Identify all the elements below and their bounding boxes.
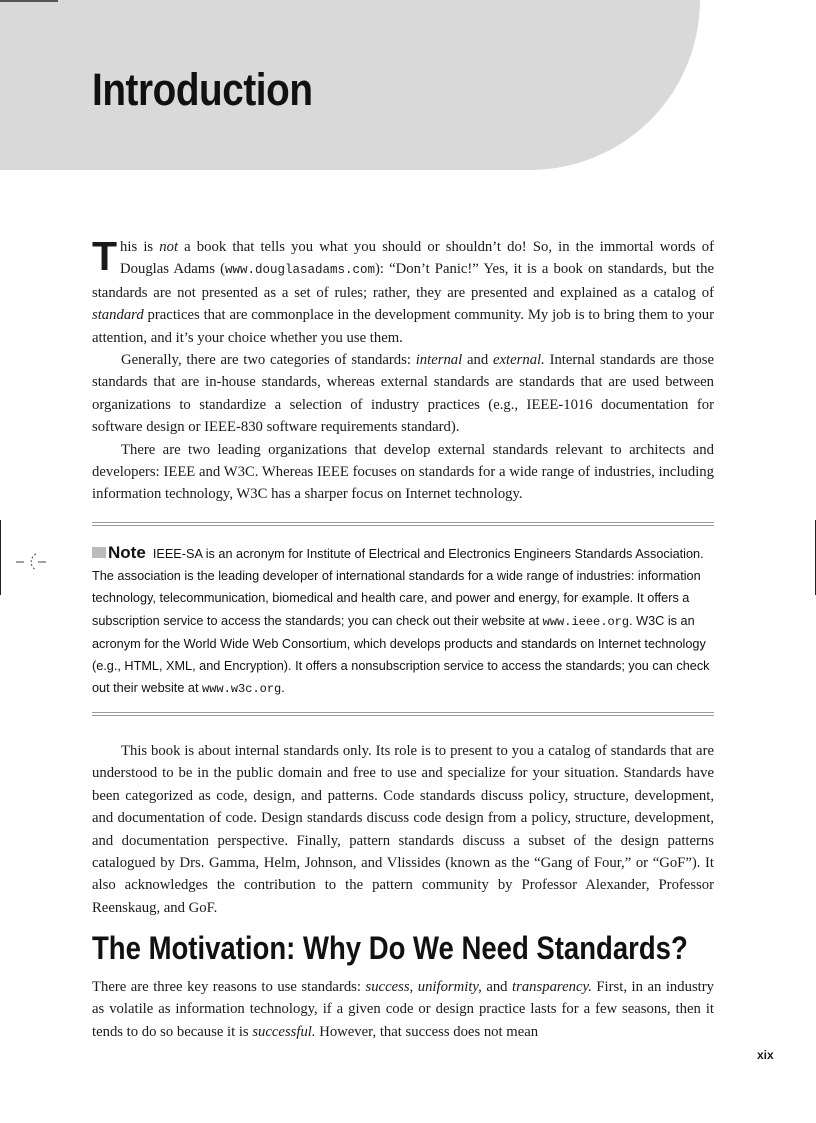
note-label: Note — [108, 543, 146, 562]
ieee-link[interactable]: www.ieee.org — [542, 614, 630, 629]
drop-cap: T — [92, 233, 118, 279]
intro-paragraph-1: This is not a book that tells you what you should or shouldn’t do! So, in the immortal words of Douglas Adams (www.douglasadams.com): “Don’t Panic!” Yes, it is a book on standards, but the standards are not presented as a set of rules; rather, they are presented and explained as a catalog of standard practices that are commonplace in the development community. My job is to bring them to your attention, and it’s your choice whether you use them. — [92, 233, 715, 346]
body-section — [92, 740, 714, 919]
chapter-title: Introduction — [92, 64, 313, 115]
section-body — [92, 976, 714, 1043]
intro-paragraph-2: Generally, there are two categories of standards: internal and external. Internal standards are those standards that are in-house standards, whereas external standards are standards that are used between organizations to standardize a selection of industry practices (e.g., IEEE-1016 documentation for software design or IEEE-830 software requirements standard). — [92, 352, 714, 436]
body-paragraph-4: This book is about internal standards only. Its role is to present to you a catalog of standards that are understood to be in the public domain and free to use and specialize for your situation. Standards have been categorized as code, design, and patterns. Code standards discuss policy, structure, development, and documentation of code. Design standards discuss code design from a policy, structure, development, and documentation perspective. Finally, pattern standards discuss a subset of the design patterns catalogued by Drs. Gamma, Helm, Johnson, and Vlissides (known as the “Gang of Four,” or “GoF”). It also acknowledges the contribution to the pattern community by Professor Alexander, Professor Reenskaug, and GoF. — [92, 743, 714, 916]
top-rule — [0, 0, 58, 2]
note-text: Note IEEE-SA is an acronym for Institute of Electrical and Electronics Engineers Standards Association. The association is the leading developer of international standards for a wide range of industries: information technology, telecommunication, biomedical and health care, and power and energy, for example. It offers a subscription service to access the standards; you can check out their website at www.ieee.org. W3C is an acronym for the World Wide Web Consortium, which develops products and standards on Internet technology (e.g., HTML, XML, and Encryption). It offers a nonsubscription service to access the standards; you can check out their website at www.w3c.org. — [92, 543, 710, 697]
binding-crop-mark-icon — [16, 550, 46, 574]
intro-section — [92, 233, 715, 506]
douglasadams-link[interactable]: www.douglasadams.com — [224, 263, 376, 278]
section-paragraph: There are three key reasons to use standards: success, uniformity, and transparency. First, in an industry as volatile as information technology, if a given code or design practice lasts for a few seasons, then it tends to do so because it is successful. However, that success does not mean — [92, 979, 714, 1040]
margin-line-left — [0, 520, 1, 595]
section-heading: The Motivation: Why Do We Need Standards? — [92, 930, 688, 966]
note-box — [92, 522, 714, 716]
page-number: xix — [757, 1048, 774, 1062]
note-icon — [92, 547, 106, 558]
w3c-link[interactable]: www.w3c.org — [202, 682, 282, 697]
intro-paragraph-3: There are two leading organizations that develop external standards relevant to architects and developers: IEEE and W3C. Whereas IEEE focuses on standards for a wide range of industries, including information technology, W3C has a sharper focus on Internet technology. — [92, 441, 714, 503]
